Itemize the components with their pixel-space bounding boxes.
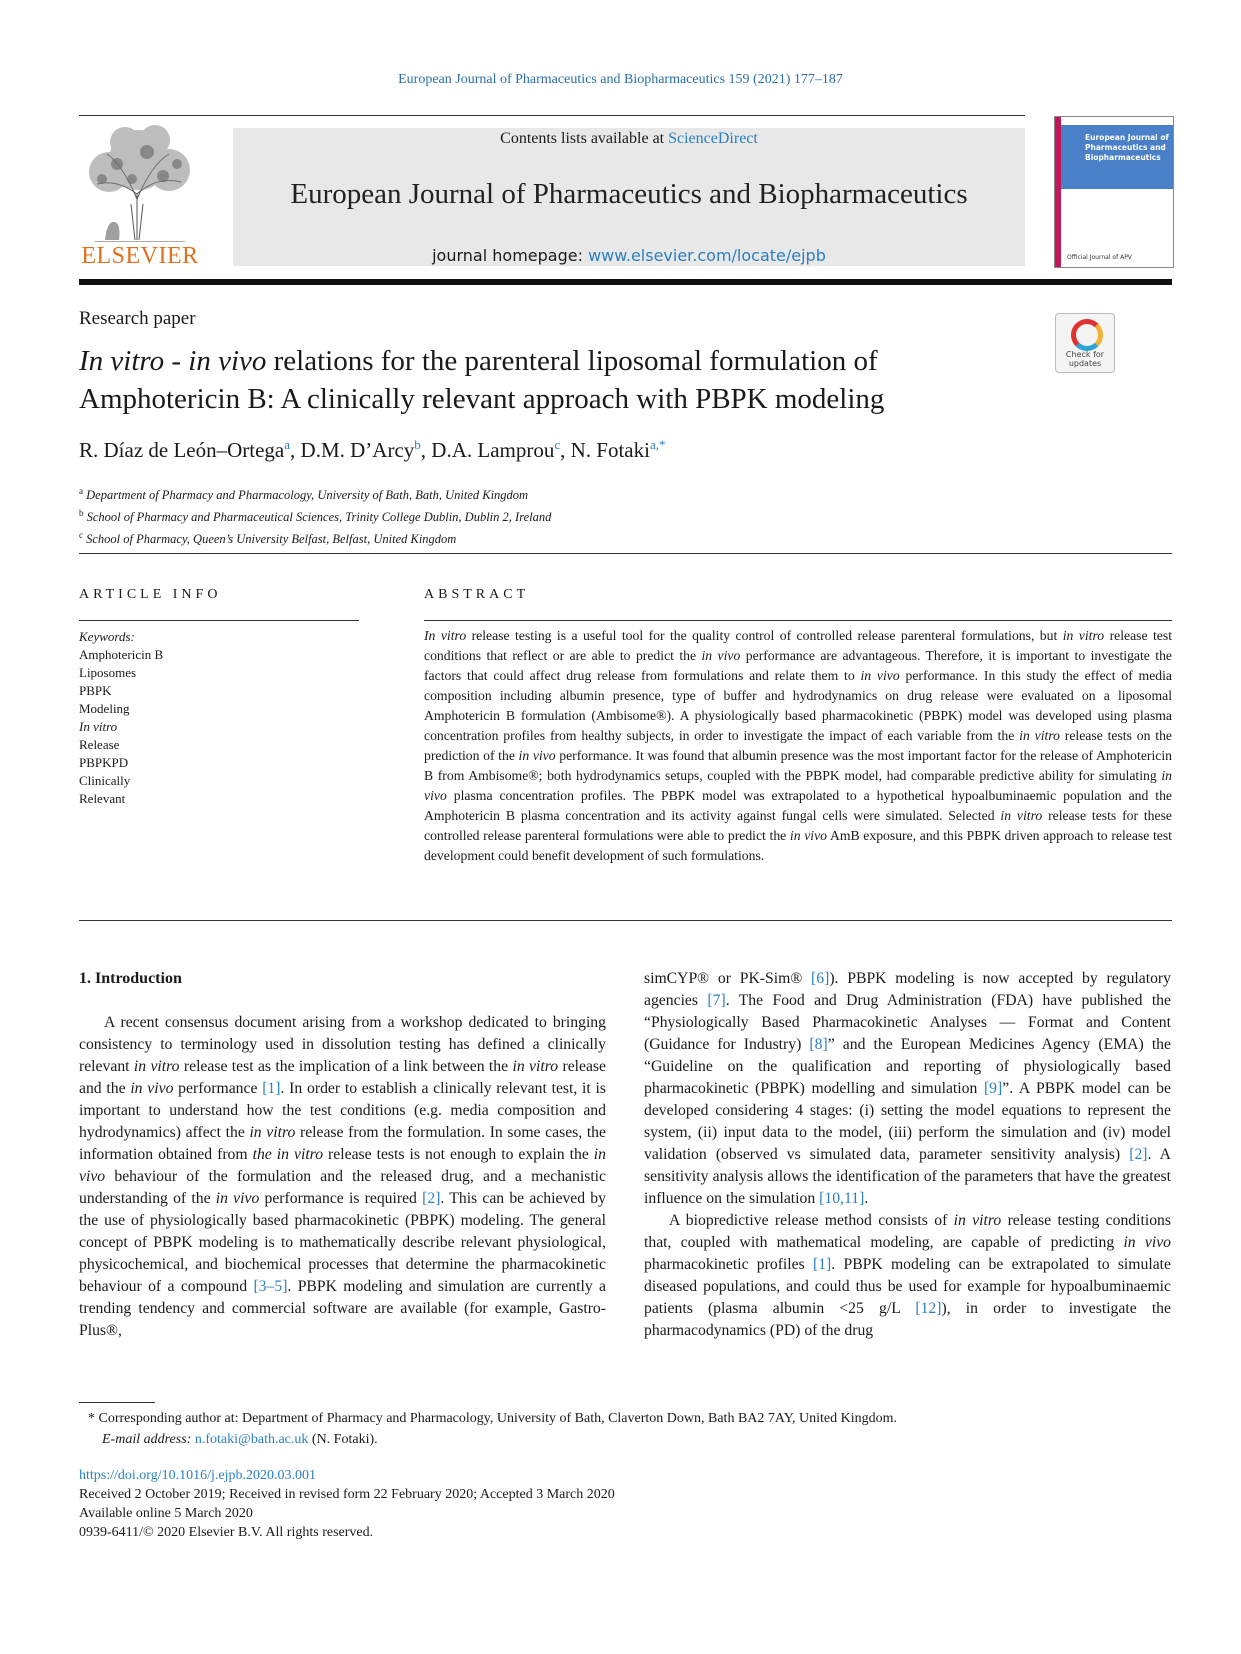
keywords-list	[79, 628, 163, 808]
article-type: Research paper	[79, 308, 196, 329]
check-for-updates-button[interactable]	[1055, 313, 1115, 373]
elsevier-logo	[77, 124, 203, 270]
cover-title: European Journal of Pharmaceutics and Biopharmaceutics	[1085, 133, 1169, 162]
author-affiliation-mark[interactable]: a,*	[649, 437, 666, 452]
sciencedirect-link[interactable]: ScienceDirect	[668, 130, 758, 147]
footnote-star: *	[88, 1411, 95, 1426]
divider	[79, 920, 1172, 921]
affiliation-text: School of Pharmacy and Pharmaceutical Sciences, Trinity College Dublin, Dublin 2, Ireland	[86, 510, 552, 525]
author-affiliation-mark[interactable]: c	[554, 437, 561, 452]
copyright: 0939-6411/© 2020 Elsevier B.V. All rights reserved.	[79, 1525, 374, 1540]
title-rest: relations for the parenteral liposomal formulation of	[266, 345, 878, 377]
journal-header-box	[233, 128, 1025, 266]
paragraph: A biopredictive release method consists of in vitro release testing conditions that, coupled with mathematical modeling, are capable of predicting in vivo pharmacokinetic profiles [1]. PBPK modeling can be extrapolated to simulate diseased populations, and could thus be used for example for hypoalbuminaemic patients (plasma albumin <25 g/L [12]), in order to investigate the pharmacodynamics (PD) of the drug	[644, 1212, 1171, 1339]
email-link[interactable]: n.fotaki@bath.ac.uk	[194, 1432, 309, 1447]
paragraph: simCYP® or PK-Sim® [6]). PBPK modeling is now accepted by regulatory agencies [7]. The Food and Drug Administration (FDA) have published the “Physiologically Based Pharmacokinetic Analyses — Format and Content (Guidance for Industry) [8]” and the European Medicines Agency (EMA) the “Guideline on the qualification and reporting of physiologically based pharmacokinetic (PBPK) modelling and simulation [9]”. A PBPK model can be developed considering 4 stages: (i) setting the model equations to represent the system, (ii) input data to the model, (iii) perform the simulation and (iv) model validation (observed vs simulated data, parameter sensitivity analysis) [2]. A sensitivity analysis allows the identification of the parameters that have the greatest influence on the simulation [10,11].	[644, 970, 1172, 1207]
homepage-prefix: journal homepage:	[432, 246, 589, 265]
affiliation-text: School of Pharmacy, Queen’s University Belfast, Belfast, United Kingdom	[86, 532, 457, 547]
author-list: R. Díaz de León–Ortega$^a$, D.M. D’Arcy$^b$, D.A. Lamprou$^c$, N. Fotaki$^{a,*}$	[79, 437, 666, 462]
cover-footer: Official Journal of APV	[1067, 254, 1132, 261]
paragraph: A recent consensus document arising from a workshop dedicated to bringing consistency to terminology used in dissolution testing has defined a clinically relevant in vitro release test as the implication of a link between the in vitro release and the in vivo performance [1]. In order to establish a clinically relevant test, it is important to understand how the test conditions (e.g. media composition and hydrodynamics) affect the in vitro release from the formulation. In some cases, the information obtained from the in vitro release tests is not enough to explain the in vivo behaviour of the formulation and the released drug, and a mechanistic understanding of the in vivo performance is required [2]. This can be achieved by the use of physiologically based pharmacokinetic (PBPK) modeling. The general concept of PBPK modeling is to mathematically describe relevant physiological, physicochemical, and biochemical processes that determine the pharmacokinetic behaviour of a compound [3–5]. PBPK modeling and simulation are currently a trending tendency and commercial software are available (for example, Gastro- Plus®,	[79, 1014, 607, 1339]
divider	[79, 553, 1172, 554]
author-name[interactable]: D.M. D’Arcy	[300, 438, 415, 462]
keywords-label: Keywords:	[79, 629, 135, 644]
check-updates-icon	[1071, 319, 1103, 351]
abstract-text: In vitro release testing is a useful tool for the quality control of controlled release parenteral formulations, but in vitro release test conditions that reflect or are able to predict the in vivo performance are advantageous. Therefore, it is important to investigate the factors that could affect drug release from formulations and relate them to in vivo performance. In this study the effect of media composition including albumin presence, type of buffer and hydrodynamics on drug release were evaluated on a liposomal Amphotericin B formulation (Ambisome®). A physiologically based pharmacokinetic (PBPK) model was developed using plasma concentration profiles from healthy subjects, in order to investigate the impact of each variable from the in vitro release tests on the prediction of the in vivo performance. It was found that albumin presence was the most important factor for the release of Amphotericin B from Ambisome®; both hydrodynamics setups, coupled with the PBPK model, had comparable predictive ability for simulating in vivo plasma concentration profiles. The PBPK model was extrapolated to a hypothetical hypoalbuminaemic population and the Amphotericin B plasma concentration and its activity against fungal cells were simulated. Selected in vitro release tests for these controlled release parenteral formulations were able to predict the in vivo AmB exposure, and this PBPK driven approach to release test development could benefit development of such formulations.	[424, 628, 1172, 863]
homepage-line	[233, 246, 1025, 265]
affiliation-item	[79, 526, 551, 548]
available-online: Available online 5 March 2020	[79, 1506, 253, 1521]
email-suffix: (N. Fotaki).	[308, 1432, 378, 1447]
check-updates-label: Check for updates	[1065, 350, 1105, 368]
affiliation-item	[79, 482, 551, 504]
title-sep: -	[164, 345, 189, 377]
journal-reference[interactable]: European Journal of Pharmaceutics and Biopharmaceutics 159 (2021) 177–187	[398, 72, 843, 87]
journal-cover-thumbnail[interactable]	[1054, 116, 1174, 268]
author-affiliation-mark[interactable]: a	[284, 437, 291, 452]
tree-icon	[77, 124, 203, 242]
article-info-heading: ARTICLE INFO	[79, 587, 222, 602]
top-rule	[79, 115, 1025, 116]
keyword-item: Modeling	[79, 701, 130, 716]
keyword-item: Release	[79, 737, 120, 752]
paper-title	[79, 342, 999, 418]
email-label: E-mail address:	[102, 1432, 192, 1447]
homepage-link[interactable]: www.elsevier.com/locate/ejpb	[588, 246, 826, 265]
keyword-item: PBPKPD	[79, 755, 129, 770]
publication-info	[79, 1466, 615, 1542]
title-italic-1: In vitro	[79, 345, 165, 377]
footnote-rule	[79, 1402, 155, 1403]
affiliation-text: Department of Pharmacy and Pharmacology, University of Bath, Bath, United Kingdom	[86, 488, 529, 503]
received-dates: Received 2 October 2019; Received in revised form 22 February 2020; Accepted 3 March 2020	[79, 1487, 615, 1502]
divider	[424, 620, 1172, 621]
section-heading-introduction: 1. Introduction	[79, 970, 182, 987]
journal-title: European Journal of Pharmaceutics and Biopharmaceutics	[290, 178, 968, 210]
body-column-right	[644, 968, 1171, 1342]
doi-link[interactable]: https://doi.org/10.1016/j.ejpb.2020.03.001	[79, 1468, 316, 1483]
keyword-item: In vitro	[79, 719, 118, 734]
abstract-heading: ABSTRACT	[424, 587, 530, 602]
keyword-item: Liposomes	[79, 665, 137, 680]
affiliation-key: c	[79, 530, 83, 541]
title-italic-2: in vivo	[188, 345, 267, 377]
affiliation-key: b	[79, 508, 84, 519]
affiliation-item	[79, 504, 551, 526]
affiliation-key: a	[79, 486, 83, 496]
keyword-item: Amphotericin B	[79, 647, 164, 662]
keyword-item: PBPK	[79, 683, 112, 698]
keyword-item: Clinically	[79, 773, 131, 788]
keyword-item: Relevant	[79, 791, 126, 806]
body-column-left	[79, 1012, 606, 1342]
footnote	[88, 1408, 1168, 1450]
elsevier-wordmark: ELSEVIER	[81, 243, 199, 269]
author-name[interactable]: R. Díaz de León–Ortega	[79, 438, 285, 462]
author-name[interactable]: N. Fotaki	[570, 438, 650, 462]
affiliations	[79, 482, 551, 548]
header-thick-rule	[79, 279, 1172, 285]
corresponding-author-note: Corresponding author at: Department of Pharmacy and Pharmacology, University of Bath, Claverton Down, Bath BA2 7AY, United Kingdom.	[98, 1411, 898, 1426]
contents-prefix: Contents lists available at	[500, 130, 669, 147]
author-name[interactable]: D.A. Lamprou	[431, 438, 555, 462]
divider	[79, 620, 359, 621]
title-line-2: Amphotericin B: A clinically relevant approach with PBPK modeling	[79, 383, 885, 415]
contents-line	[233, 130, 1025, 148]
author-affiliation-mark[interactable]: b	[414, 437, 421, 452]
